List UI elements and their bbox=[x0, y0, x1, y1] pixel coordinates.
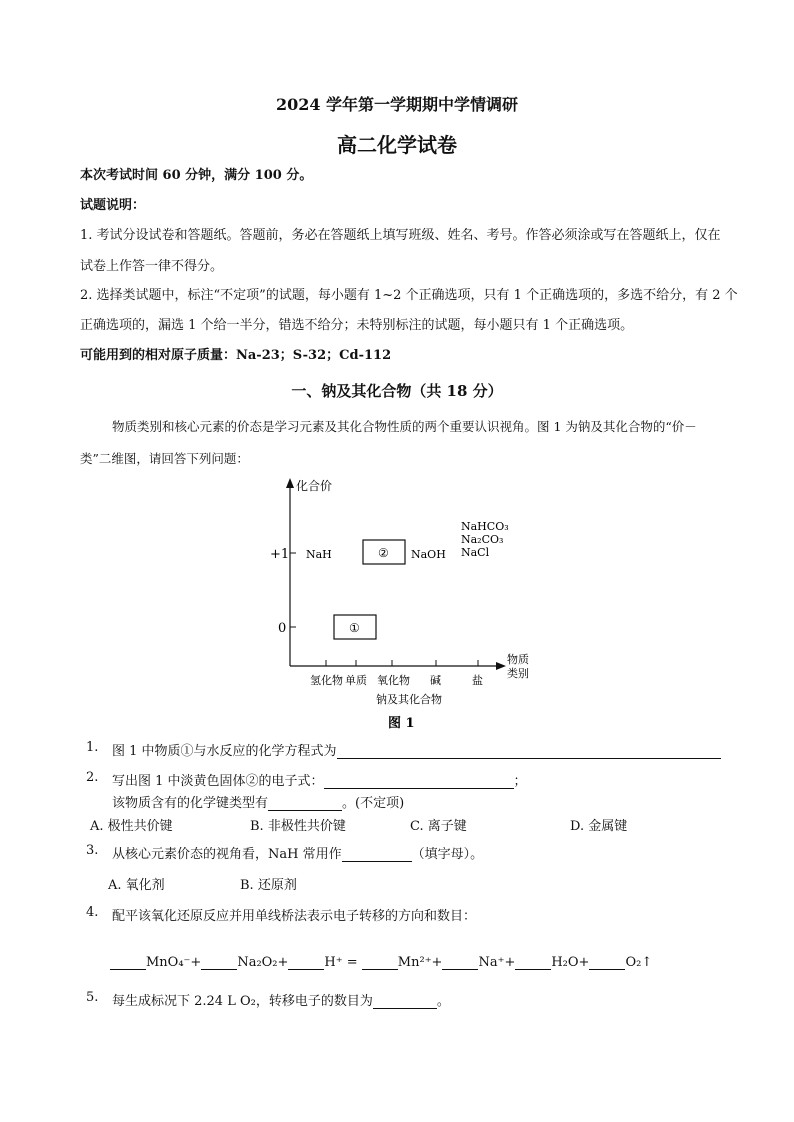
q2-sub-answer-blank[interactable] bbox=[268, 796, 342, 811]
coef-blank-na2o2[interactable] bbox=[201, 955, 237, 970]
atomic-masses: 可能用到的相对原子质量：Na-23；S-32；Cd-112 bbox=[80, 348, 392, 363]
label-nah: NaH bbox=[306, 548, 332, 561]
q3-option-a[interactable]: A. 氧化剂 bbox=[108, 878, 165, 893]
figure-caption: 图 1 bbox=[388, 716, 415, 731]
q2-number: 2. bbox=[86, 770, 99, 785]
coef-blank-o2[interactable] bbox=[589, 955, 625, 970]
q2-text: 写出图 1 中淡黄色固体②的电子式： bbox=[112, 774, 324, 789]
coef-blank-mn[interactable] bbox=[362, 955, 398, 970]
y-axis-label: 化合价 bbox=[296, 479, 333, 493]
q2-answer-blank[interactable] bbox=[324, 774, 514, 789]
label-na2co3: Na₂CO₃ bbox=[461, 533, 504, 546]
section-heading: 一、钠及其化合物（共 18 分） bbox=[291, 382, 503, 400]
coef-blank-na[interactable] bbox=[442, 955, 478, 970]
instruction-2-line-1: 2. 选择类试题中，标注“不定项”的试题，每小题有 1~2 个正确选项，只有 1 个正确选项的，多选不给分，有 2 个 bbox=[80, 288, 738, 303]
q2-option-c[interactable]: C. 离子键 bbox=[410, 819, 467, 834]
x-category-element: 单质 bbox=[345, 674, 367, 687]
q2-option-b[interactable]: B. 非极性共价键 bbox=[250, 819, 346, 834]
x-axis-label-line-1: 物质 bbox=[507, 653, 529, 666]
box-label-2: ② bbox=[378, 546, 389, 560]
label-naoh: NaOH bbox=[411, 548, 446, 561]
y-tick-label-plus1: +1 bbox=[270, 547, 290, 562]
y-tick-label-0: 0 bbox=[278, 621, 287, 636]
x-axis-arrow bbox=[496, 662, 506, 670]
coef-blank-h2o[interactable] bbox=[515, 955, 551, 970]
q3-answer-blank[interactable] bbox=[342, 847, 412, 862]
eq-h2o: H₂O+ bbox=[551, 955, 590, 970]
eq-o2: O₂↑ bbox=[625, 955, 653, 970]
q3-option-b[interactable]: B. 还原剂 bbox=[240, 878, 297, 893]
x-category-hydride: 氢化物 bbox=[310, 674, 343, 687]
eq-na: Na⁺+ bbox=[478, 955, 516, 970]
x-axis-label-line-2: 类别 bbox=[507, 667, 529, 680]
section-paragraph-line-2: 类”二维图，请回答下列问题： bbox=[80, 451, 249, 466]
eq-mn: Mn²⁺+ bbox=[397, 955, 443, 970]
q5 bbox=[112, 990, 450, 1009]
x-category-oxide: 氧化物 bbox=[377, 674, 410, 687]
q3-text: 从核心元素价态的视角看，NaH 常用作 bbox=[112, 847, 342, 862]
x-category-salt: 盐 bbox=[472, 674, 483, 687]
eq-mno4: MnO₄⁻+ bbox=[146, 955, 202, 970]
q2-option-a[interactable]: A. 极性共价键 bbox=[90, 819, 173, 834]
time-note: 本次考试时间 60 分钟，满分 100 分。 bbox=[80, 168, 313, 183]
x-subcaption: 钠及其化合物 bbox=[376, 693, 442, 706]
instruction-2-line-2: 正确选项的，漏选 1 个给一半分，错选不给分；未特别标注的试题，每小题只有 1 个正确选项。 bbox=[80, 318, 634, 333]
q2-option-d[interactable]: D. 金属键 bbox=[570, 819, 628, 834]
instruction-1-line-2: 试卷上作答一律不得分。 bbox=[80, 259, 224, 274]
q1-answer-blank[interactable] bbox=[337, 744, 721, 759]
q5-answer-blank[interactable] bbox=[373, 994, 437, 1009]
instructions-label: 试题说明： bbox=[80, 198, 146, 213]
q2-sub-text: 该物质含有的化学键类型有 bbox=[112, 796, 269, 811]
q4-text: 配平该氧化还原反应并用单线桥法表示电子转移的方向和数目： bbox=[112, 909, 477, 924]
eq-h: H⁺ = bbox=[324, 955, 358, 970]
exam-subtitle: 高二化学试卷 bbox=[337, 133, 457, 157]
q3 bbox=[112, 843, 483, 862]
instruction-1-line-1: 1. 考试分设试卷和答题纸。答题前，务必在答题纸上填写班级、姓名、考号。作答必须涂或写在答题纸上，仅在 bbox=[80, 228, 721, 243]
q1 bbox=[112, 740, 721, 759]
coef-blank-mno4[interactable] bbox=[110, 955, 146, 970]
q1-text: 图 1 中物质①与水反应的化学方程式为 bbox=[112, 744, 337, 759]
exam-title: 2024 学年第一学期期中学情调研 bbox=[275, 95, 519, 114]
label-nacl: NaCl bbox=[461, 546, 490, 559]
q4-number: 4. bbox=[86, 905, 99, 920]
q2-end: ； bbox=[513, 774, 527, 789]
box-label-1: ① bbox=[349, 621, 360, 635]
q3-number: 3. bbox=[86, 843, 99, 858]
y-axis-arrow bbox=[286, 478, 294, 488]
q2-sub bbox=[112, 792, 404, 811]
q5-text: 每生成标况下 2.24 L O₂，转移电子的数目为 bbox=[112, 994, 373, 1009]
x-category-base: 碱 bbox=[430, 674, 441, 687]
q2-sub-end: 。(不定项) bbox=[342, 796, 405, 811]
coef-blank-h[interactable] bbox=[288, 955, 324, 970]
q3-end: （填字母）。 bbox=[411, 847, 484, 862]
section-paragraph-line-1: 物质类别和核心元素的价态是学习元素及其化合物性质的两个重要认识视角。图 1 为钠及其化合物的“价－ bbox=[112, 419, 697, 434]
label-nahco3: NaHCO₃ bbox=[461, 520, 509, 533]
q2 bbox=[112, 770, 527, 789]
q1-number: 1. bbox=[86, 740, 99, 755]
q5-end: 。 bbox=[436, 994, 450, 1009]
eq-na2o2: Na₂O₂+ bbox=[237, 955, 289, 970]
q5-number: 5. bbox=[86, 990, 99, 1005]
redox-equation bbox=[110, 955, 652, 970]
